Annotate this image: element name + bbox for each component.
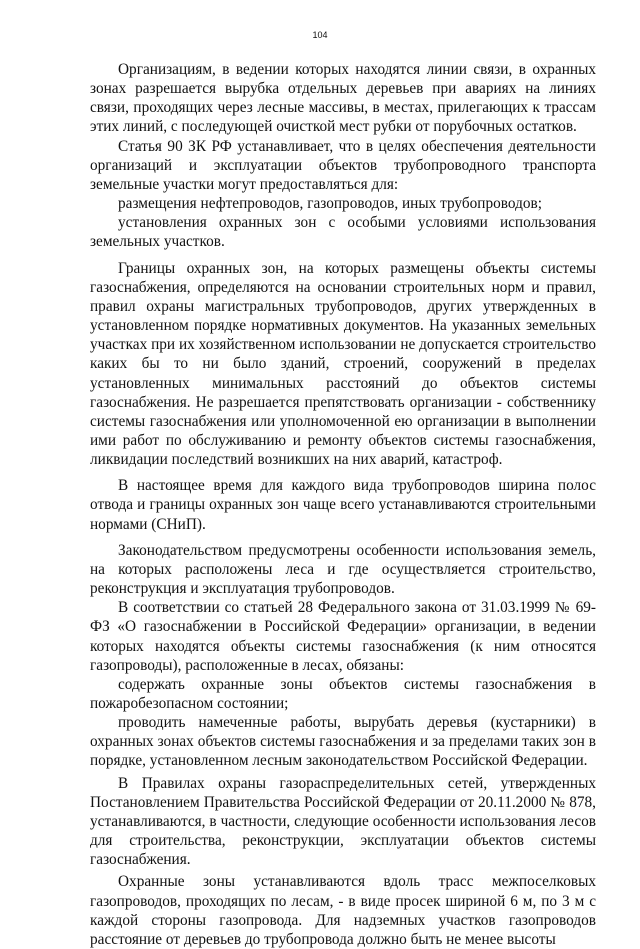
paragraph: В настоящее время для каждого вида трубопроводов ширина полос отвода и границы охранных зон чаще всего устанавливаются строительными нормами (СНиП). bbox=[90, 477, 596, 533]
paragraph: Законодательством предусмотрены особенности использования земель, на которых расположены леса и где осуществляется строительство, реконструкция и эксплуатация трубопроводов. bbox=[90, 541, 596, 598]
paragraph: В Правилах охраны газораспределительных сетей, утвержденных Постановлением Правительства Российской Федерации от 20.11.2000 № 878, устанавливаются, в частности, следующие особенности использования лесов для строительства, реконструкции, эксплуатации объектов системы газоснабжения. bbox=[90, 774, 596, 869]
paragraph: В соответствии со статьей 28 Федерального закона от 31.03.1999 № 69-ФЗ «О газоснабжении в Российской Федерации» организации, в ведении которых находятся объекты системы газоснабжения (к ним относятся газопроводы), расположенные в лесах, обязаны: bbox=[90, 599, 596, 674]
paragraph: установления охранных зон с особыми условиями использования земельных участков. bbox=[90, 214, 596, 251]
page-number: 104 bbox=[312, 30, 328, 40]
paragraph: Границы охранных зон, на которых размещены объекты системы газоснабжения, определяются на основании строительных норм и правил, правил охраны магистральных трубопроводов, других утвержденных в установленном порядке нормативных документов. На указанных земельных участках при их хозяйственном использовании не допускается строительство каких бы то ни было зданий, строений, сооружений в пределах установленных минимальных расстояний до объектов системы газоснабжения. Не разрешается препятствовать организации - собственнику системы газоснабжения или уполномоченной ею организации в выполнении ими работ по обслуживанию и ремонту объектов системы газоснабжения, ликвидации последствий возникших на них аварий, катастроф. bbox=[90, 259, 596, 469]
document-body bbox=[90, 60, 596, 949]
paragraph: содержать охранные зоны объектов системы газоснабжения в пожаробезопасном состоянии; bbox=[90, 675, 596, 712]
paragraph: проводить намеченные работы, вырубать деревья (кустарники) в охранных зонах объектов системы газоснабжения и за пределами таких зон в порядке, установленном лесным законодательством Российской Федерации. bbox=[90, 714, 596, 770]
paragraph: Организациям, в ведении которых находятся линии связи, в охранных зонах разрешается вырубка отдельных деревьев при авариях на линиях связи, проходящих через лесные массивы, в местах, прилегающих к трассам этих линий, с последующей очисткой мест рубки от порубочных остатков. bbox=[90, 61, 596, 136]
paragraph: размещения нефтепроводов, газопроводов, иных трубопроводов; bbox=[118, 195, 543, 213]
paragraph: Статья 90 ЗК РФ устанавливает, что в целях обеспечения деятельности организаций и эксплуатации объектов трубопроводного транспорта земельные участки могут предоставляться для: bbox=[90, 137, 596, 193]
paragraph: Охранные зоны устанавливаются вдоль трасс межпоселковых газопроводов, проходящих по лесам, - в виде просек шириной 6 м, по 3 м с каждой стороны газопровода. Для надземных участков газопроводов расстояние от деревьев до трубопровода должно быть не менее высоты bbox=[90, 873, 596, 948]
